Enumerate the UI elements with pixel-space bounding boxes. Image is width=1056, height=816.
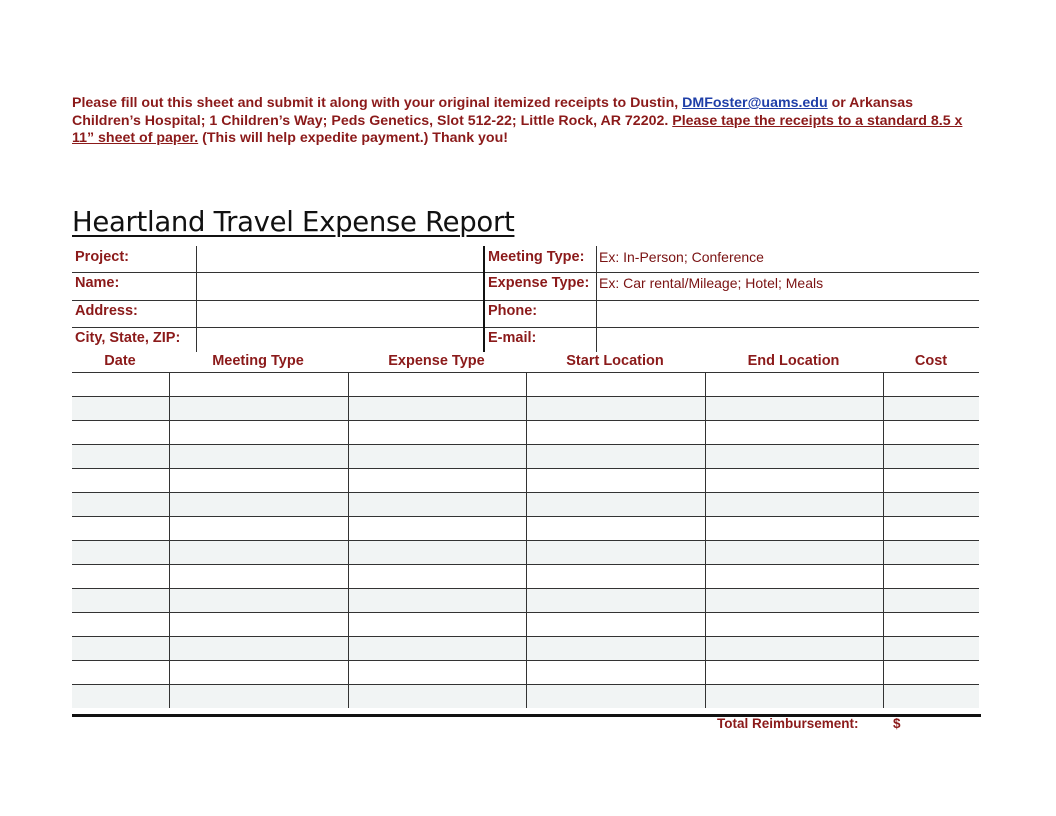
column-header-end-location: End Location <box>747 353 840 369</box>
column-header-meeting-type: Meeting Type <box>212 353 304 369</box>
address-field[interactable] <box>197 301 484 327</box>
name-label: Name: <box>75 275 120 291</box>
meeting-type-cell[interactable] <box>169 421 348 445</box>
expense-type-cell[interactable] <box>348 661 526 685</box>
total-reimbursement-value: $ <box>893 716 901 731</box>
start-location-cell[interactable] <box>526 589 705 613</box>
meeting-type-cell[interactable] <box>169 397 348 421</box>
info-divider <box>196 246 197 352</box>
address-label: Address: <box>75 303 138 319</box>
email-field[interactable] <box>597 328 979 352</box>
expense-type-cell[interactable] <box>348 517 526 541</box>
cost-cell[interactable] <box>883 517 979 541</box>
cost-cell[interactable] <box>883 421 979 445</box>
expense-type-example[interactable]: Ex: Car rental/Mileage; Hotel; Meals <box>599 275 824 291</box>
cost-cell[interactable] <box>883 613 979 637</box>
expense-type-cell[interactable] <box>348 613 526 637</box>
info-divider <box>483 246 485 352</box>
table-row <box>72 565 979 589</box>
expense-type-cell[interactable] <box>348 397 526 421</box>
total-reimbursement-label: Total Reimbursement: <box>717 716 859 731</box>
table-row <box>72 517 979 541</box>
meeting-type-cell[interactable] <box>169 541 348 565</box>
tape-note: Please tape the receipts to a standard 8.5 x 11” sheet of paper. <box>72 112 963 146</box>
date-cell[interactable] <box>72 445 169 469</box>
meeting-type-example[interactable]: Ex: In-Person; Conference <box>599 249 764 265</box>
cost-cell[interactable] <box>883 565 979 589</box>
cost-cell[interactable] <box>883 493 979 517</box>
email-link[interactable]: DMFoster@uams.edu <box>682 95 828 111</box>
start-location-cell[interactable] <box>526 517 705 541</box>
cost-cell[interactable] <box>883 469 979 493</box>
date-cell[interactable] <box>72 661 169 685</box>
expense-type-label: Expense Type: <box>488 275 590 291</box>
start-location-cell[interactable] <box>526 613 705 637</box>
cost-cell[interactable] <box>883 685 979 709</box>
start-location-cell[interactable] <box>526 541 705 565</box>
table-row <box>72 661 979 685</box>
meeting-type-cell[interactable] <box>169 613 348 637</box>
end-location-cell[interactable] <box>705 445 883 469</box>
date-cell[interactable] <box>72 493 169 517</box>
end-location-cell[interactable] <box>705 637 883 661</box>
start-location-cell[interactable] <box>526 493 705 517</box>
table-row <box>72 421 979 445</box>
start-location-cell[interactable] <box>526 661 705 685</box>
expense-type-cell[interactable] <box>348 373 526 397</box>
table-row <box>72 445 979 469</box>
meeting-type-cell[interactable] <box>169 493 348 517</box>
table-row <box>72 541 979 565</box>
table-row <box>72 613 979 637</box>
end-location-cell[interactable] <box>705 397 883 421</box>
expense-type-cell[interactable] <box>348 421 526 445</box>
start-location-cell[interactable] <box>526 637 705 661</box>
end-location-cell[interactable] <box>705 493 883 517</box>
end-location-cell[interactable] <box>705 469 883 493</box>
expense-table <box>72 373 979 708</box>
table-row <box>72 373 979 397</box>
date-cell[interactable] <box>72 469 169 493</box>
start-location-cell[interactable] <box>526 469 705 493</box>
start-location-cell[interactable] <box>526 685 705 709</box>
cost-cell[interactable] <box>883 589 979 613</box>
instructions-part3: (This will help expedite payment.) Thank you! <box>198 130 508 146</box>
date-cell[interactable] <box>72 397 169 421</box>
meeting-type-cell[interactable] <box>169 637 348 661</box>
expense-type-cell[interactable] <box>348 589 526 613</box>
city-state-zip-field[interactable] <box>197 328 484 352</box>
info-rule <box>72 327 979 328</box>
cost-cell[interactable] <box>883 661 979 685</box>
meeting-type-label: Meeting Type: <box>488 249 585 265</box>
date-cell[interactable] <box>72 565 169 589</box>
info-rule <box>72 300 979 301</box>
expense-type-cell[interactable] <box>348 493 526 517</box>
end-location-cell[interactable] <box>705 421 883 445</box>
start-location-cell[interactable] <box>526 445 705 469</box>
name-field[interactable] <box>197 273 484 300</box>
cost-cell[interactable] <box>883 637 979 661</box>
instructions-part2: or Arkansas Children’s Hospital; 1 Children’s Way; Peds Genetics, Slot 512-22; Little Rock, AR 72202. <box>72 95 914 129</box>
instructions-text <box>72 95 972 148</box>
start-location-cell[interactable] <box>526 421 705 445</box>
end-location-cell[interactable] <box>705 589 883 613</box>
date-cell[interactable] <box>72 613 169 637</box>
end-location-cell[interactable] <box>705 661 883 685</box>
cost-cell[interactable] <box>883 373 979 397</box>
meeting-type-cell[interactable] <box>169 565 348 589</box>
date-cell[interactable] <box>72 421 169 445</box>
table-row <box>72 493 979 517</box>
phone-field[interactable] <box>597 301 979 327</box>
phone-label: Phone: <box>488 303 538 319</box>
end-location-cell[interactable] <box>705 373 883 397</box>
table-row <box>72 637 979 661</box>
expense-type-cell[interactable] <box>348 565 526 589</box>
date-cell[interactable] <box>72 637 169 661</box>
start-location-cell[interactable] <box>526 397 705 421</box>
meeting-type-cell[interactable] <box>169 661 348 685</box>
date-cell[interactable] <box>72 589 169 613</box>
date-cell[interactable] <box>72 373 169 397</box>
project-label: Project: <box>75 249 129 265</box>
date-cell[interactable] <box>72 685 169 709</box>
date-cell[interactable] <box>72 541 169 565</box>
expense-type-cell[interactable] <box>348 541 526 565</box>
expense-type-cell[interactable] <box>348 637 526 661</box>
info-divider <box>596 246 597 352</box>
table-row <box>72 397 979 421</box>
instructions-part1: Please fill out this sheet and submit it along with your original itemized receipts to Dustin, <box>72 95 683 111</box>
start-location-cell[interactable] <box>526 373 705 397</box>
expense-type-cell[interactable] <box>348 469 526 493</box>
city-state-zip-label: City, State, ZIP: <box>75 330 181 346</box>
end-location-cell[interactable] <box>705 517 883 541</box>
email-label: E-mail: <box>488 330 537 346</box>
meeting-type-cell[interactable] <box>169 469 348 493</box>
end-location-cell[interactable] <box>705 613 883 637</box>
end-location-cell[interactable] <box>705 685 883 709</box>
end-location-cell[interactable] <box>705 541 883 565</box>
column-header-expense-type: Expense Type <box>388 353 485 369</box>
meeting-type-cell[interactable] <box>169 589 348 613</box>
meeting-type-cell[interactable] <box>169 445 348 469</box>
expense-type-cell[interactable] <box>348 685 526 709</box>
expense-type-cell[interactable] <box>348 445 526 469</box>
column-header-start-location: Start Location <box>566 353 664 369</box>
report-title: Heartland Travel Expense Report <box>72 206 515 238</box>
info-rule <box>72 272 979 273</box>
cost-cell[interactable] <box>883 445 979 469</box>
column-header-date: Date <box>104 353 136 369</box>
start-location-cell[interactable] <box>526 565 705 589</box>
meeting-type-cell[interactable] <box>169 517 348 541</box>
cost-cell[interactable] <box>883 541 979 565</box>
table-row <box>72 685 979 709</box>
table-row <box>72 589 979 613</box>
cost-cell[interactable] <box>883 397 979 421</box>
column-header-cost: Cost <box>914 353 948 369</box>
table-row <box>72 469 979 493</box>
end-location-cell[interactable] <box>705 565 883 589</box>
project-field[interactable] <box>197 246 484 272</box>
meeting-type-cell[interactable] <box>169 373 348 397</box>
date-cell[interactable] <box>72 517 169 541</box>
meeting-type-cell[interactable] <box>169 685 348 709</box>
